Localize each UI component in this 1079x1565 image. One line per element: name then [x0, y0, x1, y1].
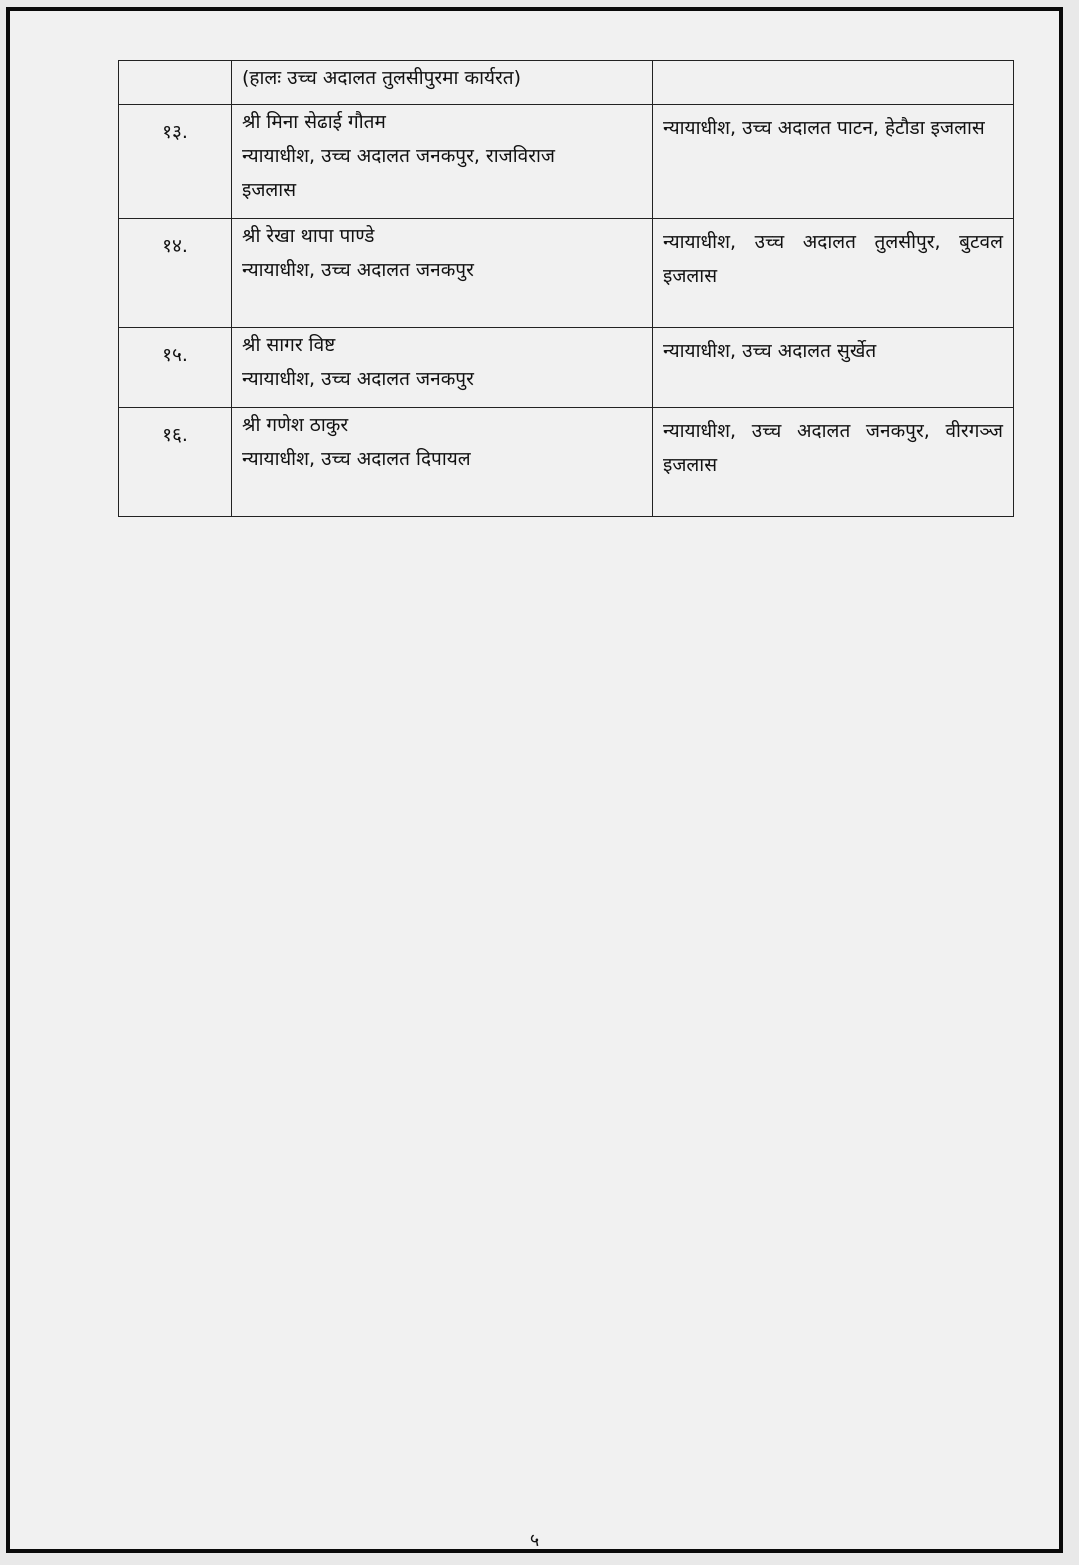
document-page: [6, 7, 1063, 1553]
judge-name: श्री मिना सेढाई गौतम: [242, 111, 386, 133]
new-post-cell: न्यायाधीश, उच्च अदालत जनकपुर, वीरगञ्ज इजलास: [653, 408, 1014, 517]
new-post-cell: न्यायाधीश, उच्च अदालत पाटन, हेटौडा इजलास: [653, 105, 1014, 219]
serial-number-cell: १३.: [119, 105, 232, 219]
judge-details-cell: [232, 408, 653, 517]
judge-details-cell: [232, 61, 653, 105]
judge-name: श्री रेखा थापा पाण्डे: [242, 225, 375, 247]
current-post-text: (हालः उच्च अदालत तुलसीपुरमा कार्यरत): [242, 67, 522, 89]
serial-number-cell: १५.: [119, 328, 232, 408]
judge-transfer-table: [118, 60, 1014, 517]
table-row: [119, 408, 1014, 517]
current-post-extra: इजलास: [242, 179, 297, 201]
judge-details-cell: [232, 219, 653, 328]
judge-details-cell: [232, 105, 653, 219]
judge-details-cell: [232, 328, 653, 408]
table-row: [119, 328, 1014, 408]
current-post-text: न्यायाधीश, उच्च अदालत दिपायल: [242, 448, 471, 470]
page-number: ५: [529, 1530, 540, 1551]
serial-number-cell: १४.: [119, 219, 232, 328]
serial-number-cell: [119, 61, 232, 105]
judge-name: श्री गणेश ठाकुर: [242, 414, 349, 436]
current-post-text: न्यायाधीश, उच्च अदालत जनकपुर: [242, 259, 474, 281]
new-post-cell: [653, 61, 1014, 105]
current-post-text: न्यायाधीश, उच्च अदालत जनकपुर, राजविराज: [242, 145, 555, 167]
judge-name: श्री सागर विष्ट: [242, 334, 336, 356]
serial-number-cell: १६.: [119, 408, 232, 517]
new-post-cell: न्यायाधीश, उच्च अदालत सुर्खेत: [653, 328, 1014, 408]
table-row: [119, 105, 1014, 219]
new-post-cell: न्यायाधीश, उच्च अदालत तुलसीपुर, बुटवल इजलास: [653, 219, 1014, 328]
table-row: [119, 219, 1014, 328]
table-row: [119, 61, 1014, 105]
current-post-text: न्यायाधीश, उच्च अदालत जनकपुर: [242, 368, 474, 390]
